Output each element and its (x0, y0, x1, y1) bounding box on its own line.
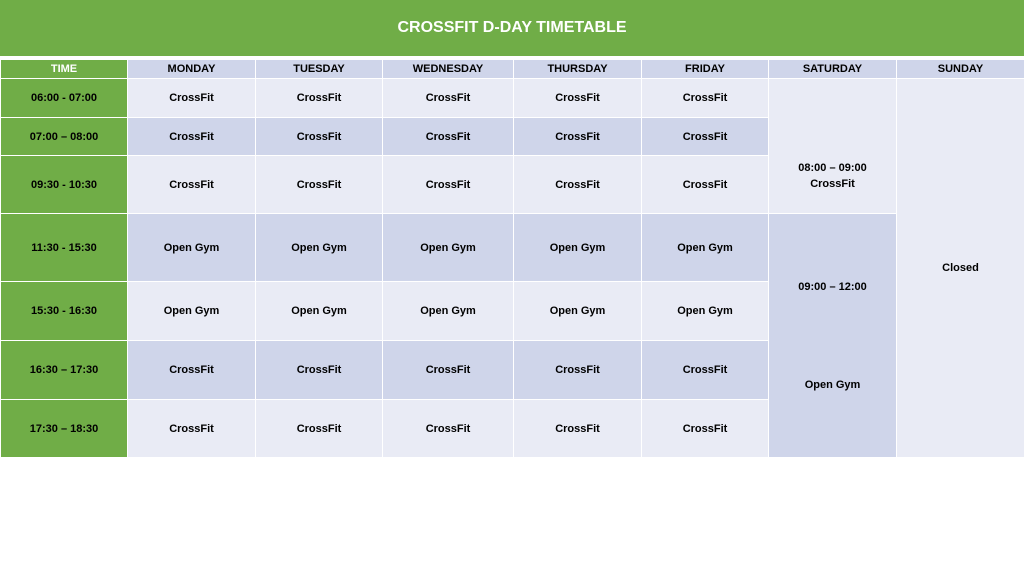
header-saturday: SATURDAY (769, 60, 897, 79)
class-cell: CrossFit (514, 400, 642, 458)
saturday-block2-class: Open Gym (804, 378, 861, 391)
header-friday: FRIDAY (642, 60, 769, 79)
header-row (1, 60, 1024, 79)
class-cell: CrossFit (383, 400, 514, 458)
class-cell: CrossFit (514, 118, 642, 156)
table-row (1, 214, 1024, 282)
class-cell: Open Gym (128, 214, 256, 282)
class-cell: Open Gym (514, 214, 642, 282)
class-cell: CrossFit (256, 400, 383, 458)
class-cell: Open Gym (128, 282, 256, 341)
class-cell: CrossFit (642, 118, 769, 156)
class-cell: CrossFit (514, 79, 642, 118)
class-cell: CrossFit (256, 79, 383, 118)
saturday-block2-time: 09:00 – 12:00 (798, 280, 867, 293)
class-cell: CrossFit (642, 400, 769, 458)
saturday-block1-class: CrossFit (810, 178, 855, 190)
class-cell: Open Gym (256, 282, 383, 341)
time-slot: 15:30 - 16:30 (1, 282, 128, 341)
header-time: TIME (1, 60, 128, 79)
header-monday: MONDAY (128, 60, 256, 79)
timetable (0, 59, 1024, 458)
class-cell: CrossFit (128, 400, 256, 458)
class-cell: CrossFit (256, 341, 383, 400)
class-cell: CrossFit (383, 156, 514, 214)
class-cell: CrossFit (642, 341, 769, 400)
class-cell: Open Gym (383, 282, 514, 341)
saturday-crossfit-cell (769, 79, 897, 214)
class-cell: CrossFit (642, 156, 769, 214)
class-cell: CrossFit (383, 118, 514, 156)
class-cell: Open Gym (383, 214, 514, 282)
class-cell: Open Gym (642, 282, 769, 341)
timetable-title: CROSSFIT D-DAY TIMETABLE (0, 0, 1024, 56)
time-slot: 11:30 - 15:30 (1, 214, 128, 282)
class-cell: CrossFit (128, 156, 256, 214)
class-cell: CrossFit (128, 79, 256, 118)
table-row (1, 79, 1024, 118)
class-cell: Open Gym (256, 214, 383, 282)
class-cell: CrossFit (256, 118, 383, 156)
time-slot: 16:30 – 17:30 (1, 341, 128, 400)
sunday-closed-cell: Closed (897, 79, 1024, 458)
class-cell: Open Gym (514, 282, 642, 341)
class-cell: Open Gym (642, 214, 769, 282)
header-thursday: THURSDAY (514, 60, 642, 79)
saturday-block1-time: 08:00 – 09:00 (798, 162, 867, 174)
class-cell: CrossFit (514, 156, 642, 214)
time-slot: 09:30 - 10:30 (1, 156, 128, 214)
class-cell: CrossFit (383, 79, 514, 118)
header-sunday: SUNDAY (897, 60, 1024, 79)
class-cell: CrossFit (514, 341, 642, 400)
time-slot: 07:00 – 08:00 (1, 118, 128, 156)
time-slot: 17:30 – 18:30 (1, 400, 128, 458)
class-cell: CrossFit (256, 156, 383, 214)
class-cell: CrossFit (128, 118, 256, 156)
class-cell: CrossFit (383, 341, 514, 400)
class-cell: CrossFit (128, 341, 256, 400)
class-cell: CrossFit (642, 79, 769, 118)
header-tuesday: TUESDAY (256, 60, 383, 79)
saturday-open-gym-cell (769, 214, 897, 458)
header-wednesday: WEDNESDAY (383, 60, 514, 79)
time-slot: 06:00 - 07:00 (1, 79, 128, 118)
